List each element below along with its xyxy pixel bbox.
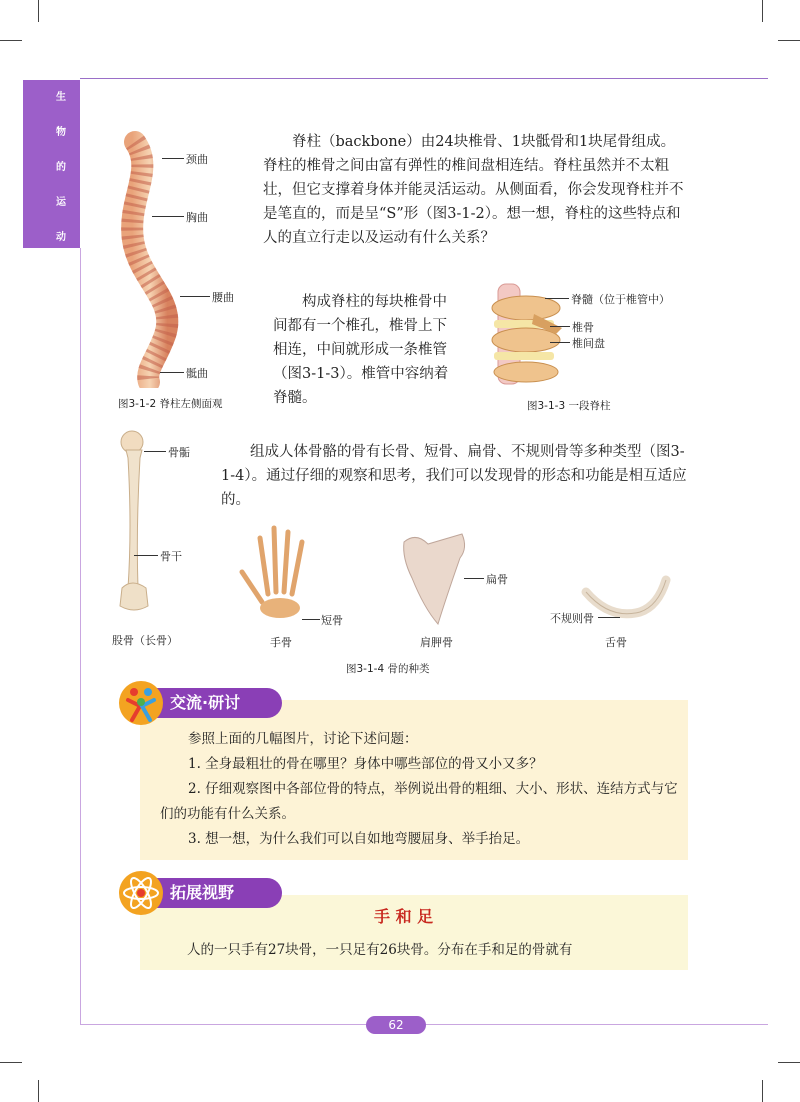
label-thoracic: 胸曲 (186, 211, 208, 224)
scapula-illustration (398, 528, 470, 628)
label-irregular-bone: 不规则骨 (550, 612, 594, 625)
paragraph-spine: 脊柱（backbone）由24块椎骨、1块骶骨和1块尾骨组成。脊柱的椎骨之间由富有弹性的椎间盘相连结。脊柱虽然并不太粗壮，但它支撑着身体并能灵活运动。从侧面看，你会发现脊柱并不是笔直的，而是呈“S”形（图3-1-2）。想一想，脊柱的这些特点和人的直立行走以及运动有什么关系？ (263, 134, 684, 246)
sidebar-char: 生 (56, 92, 66, 103)
crop-mark (0, 1062, 22, 1063)
extension-heading: 手 和 足 (374, 907, 434, 926)
spine-illustration (105, 130, 195, 388)
crop-mark (762, 0, 763, 22)
hand-name: 手骨 (270, 636, 292, 649)
vertebra-illustration (474, 280, 574, 390)
crop-mark (778, 1062, 800, 1063)
label-lumbar: 腰曲 (212, 291, 234, 304)
extension-text: 人的一只手有27块骨，一只足有26块骨。分布在手和足的骨就有 (187, 942, 573, 958)
crop-mark (38, 0, 39, 22)
margin-rule (80, 248, 81, 1025)
leader-line (550, 326, 570, 327)
discussion-people-icon (118, 680, 164, 726)
leader-line (144, 451, 166, 452)
leader-line (598, 617, 620, 618)
label-flat-bone: 扁骨 (486, 573, 508, 586)
crop-mark (778, 40, 800, 41)
femur-illustration (112, 428, 162, 618)
label-cervical: 颈曲 (186, 153, 208, 166)
paragraph-bone-types: 组成人体骨骼的骨有长骨、短骨、扁骨、不规则骨等多种类型（图3-1-4）。通过仔细的观察和思考，我们可以发现骨的形态和功能是相互适应的。 (221, 444, 687, 508)
label-epiphysis: 骨骺 (168, 446, 190, 459)
leader-line (545, 298, 569, 299)
label-short-bone: 短骨 (321, 614, 343, 627)
leader-line (550, 342, 570, 343)
hand-illustration (238, 524, 328, 624)
figure-caption: 图3-1-4 骨的种类 (346, 663, 430, 675)
sidebar-char: 物 (56, 127, 66, 138)
leader-line (180, 296, 210, 297)
sidebar-char: 的 (56, 162, 66, 173)
sidebar-char: 运 (56, 197, 66, 208)
discussion-item: 3. 想一想，为什么我们可以自如地弯腰屈身、举手抬足。 (188, 831, 530, 847)
leader-line (162, 158, 184, 159)
label-vertebra: 椎骨 (572, 321, 594, 334)
sidebar-char: 动 (56, 232, 66, 243)
discussion-item: 2. 仔细观察图中各部位骨的特点，举例说出骨的粗细、大小、形状、连结方式与它们的功能有什么关系。 (160, 781, 678, 822)
figure-caption: 图3-1-2 脊柱左侧面观 (118, 398, 223, 410)
header-rule (80, 78, 768, 79)
atom-icon (118, 870, 164, 916)
label-sacral: 骶曲 (186, 367, 208, 380)
hyoid-name: 舌骨 (605, 636, 627, 649)
chapter-sidebar (23, 80, 80, 248)
leader-line (302, 619, 320, 620)
leader-line (152, 216, 184, 217)
discussion-intro: 参照上面的几幅图片，讨论下述问题： (188, 731, 418, 747)
label-shaft: 骨干 (160, 550, 182, 563)
label-disc: 椎间盘 (572, 337, 605, 350)
discussion-item: 1. 全身最粗壮的骨在哪里？身体中哪些部位的骨又小又多？ (188, 756, 543, 772)
extension-title-text: 拓展视野 (170, 883, 235, 902)
page-number: 62 (366, 1016, 426, 1034)
figure-caption: 图3-1-3 一段脊柱 (527, 400, 611, 412)
hyoid-illustration (580, 572, 680, 628)
scapula-name: 肩胛骨 (420, 636, 453, 649)
leader-line (160, 372, 184, 373)
leader-line (134, 555, 158, 556)
femur-name: 股骨（长骨） (112, 634, 178, 647)
paragraph-vertebral-canal: 构成脊柱的每块椎骨中间都有一个椎孔，椎骨上下相连，中间就形成一条椎管（图3-1-3）。椎管中容纳着脊髓。 (273, 294, 449, 406)
crop-mark (0, 40, 22, 41)
crop-mark (762, 1080, 763, 1102)
discussion-title-text: 交流·研讨 (170, 693, 241, 712)
label-spinal-cord: 脊髓（位于椎管中） (571, 293, 670, 306)
crop-mark (38, 1080, 39, 1102)
leader-line (464, 578, 484, 579)
